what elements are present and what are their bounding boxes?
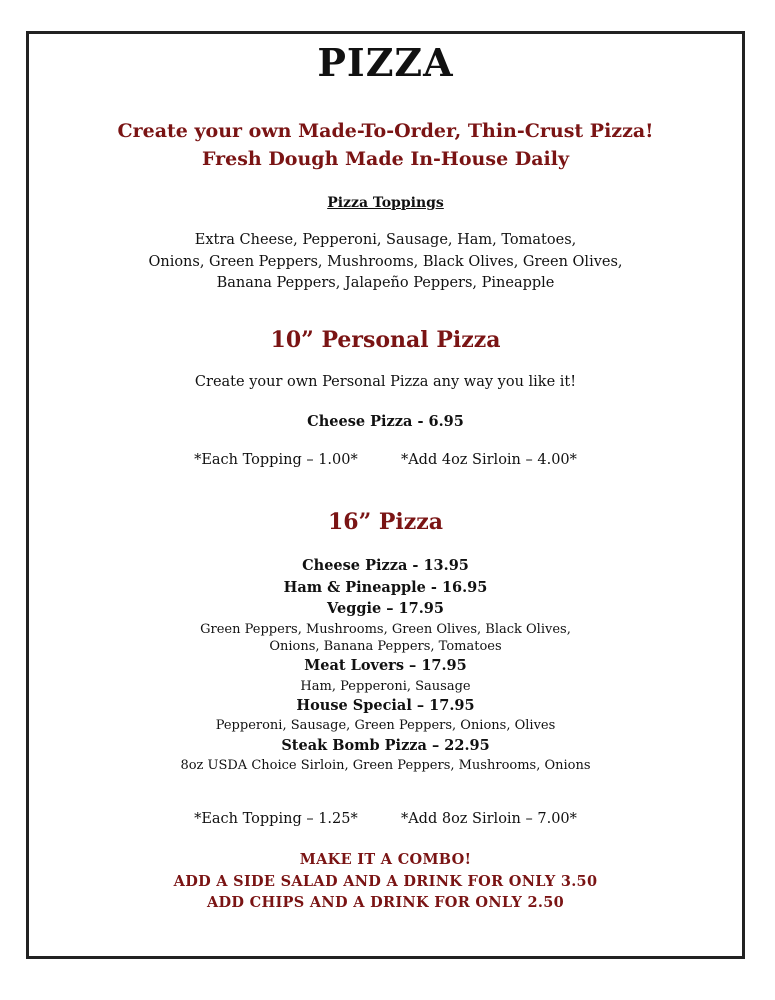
combo-heading: MAKE IT A COMBO! (299, 851, 472, 868)
page-title: PIZZA (317, 40, 454, 85)
large-item-steak-bomb: Steak Bomb Pizza – 22.95 (281, 737, 490, 754)
large-topping-price: *Each Topping – 1.25* (194, 811, 358, 827)
large-pizza-heading: 16” Pizza (327, 509, 444, 535)
large-sirloin-price: *Add 8oz Sirloin – 7.00* (400, 811, 577, 827)
personal-sirloin-price: *Add 4oz Sirloin – 4.00* (400, 452, 577, 468)
large-item-veggie: Veggie – 17.95 (327, 600, 444, 617)
large-item-steak-bomb-desc: 8oz USDA Choice Sirloin, Green Peppers, Mushrooms, Onions (180, 758, 591, 773)
personal-pizza-heading: 10” Personal Pizza (270, 327, 501, 353)
large-item-ham-pineapple: Ham & Pineapple - 16.95 (283, 579, 488, 596)
toppings-line-3: Banana Peppers, Jalapeño Peppers, Pineapple (216, 275, 555, 291)
large-extras (26, 811, 745, 827)
large-item-house-special: House Special – 17.95 (296, 697, 475, 714)
intro-line-2: Fresh Dough Made In-House Daily (201, 148, 570, 170)
personal-topping-price: *Each Topping – 1.00* (194, 452, 358, 468)
large-item-veggie-desc-1: Green Peppers, Mushrooms, Green Olives, Black Olives, (200, 622, 571, 637)
intro-line-1: Create your own Made-To-Order, Thin-Crust Pizza! (117, 120, 654, 142)
toppings-heading: Pizza Toppings (327, 195, 444, 211)
personal-pizza-tagline: Create your own Personal Pizza any way you like it! (194, 374, 577, 390)
large-item-house-special-desc: Pepperoni, Sausage, Green Peppers, Onions, Olives (215, 718, 556, 733)
combo-salad-offer: ADD A SIDE SALAD AND A DRINK FOR ONLY 3.50 (173, 873, 598, 890)
large-item-meat-lovers-desc: Ham, Pepperoni, Sausage (300, 679, 471, 694)
personal-extras (26, 452, 745, 468)
personal-cheese-pizza: Cheese Pizza - 6.95 (307, 413, 464, 430)
large-item-meat-lovers: Meat Lovers – 17.95 (304, 657, 467, 674)
toppings-line-2: Onions, Green Peppers, Mushrooms, Black Olives, Green Olives, (148, 254, 623, 270)
toppings-line-1: Extra Cheese, Pepperoni, Sausage, Ham, Tomatoes, (194, 232, 577, 248)
large-item-cheese: Cheese Pizza - 13.95 (302, 557, 469, 574)
combo-chips-offer: ADD CHIPS AND A DRINK FOR ONLY 2.50 (206, 894, 565, 911)
large-item-veggie-desc-2: Onions, Banana Peppers, Tomatoes (269, 639, 502, 654)
